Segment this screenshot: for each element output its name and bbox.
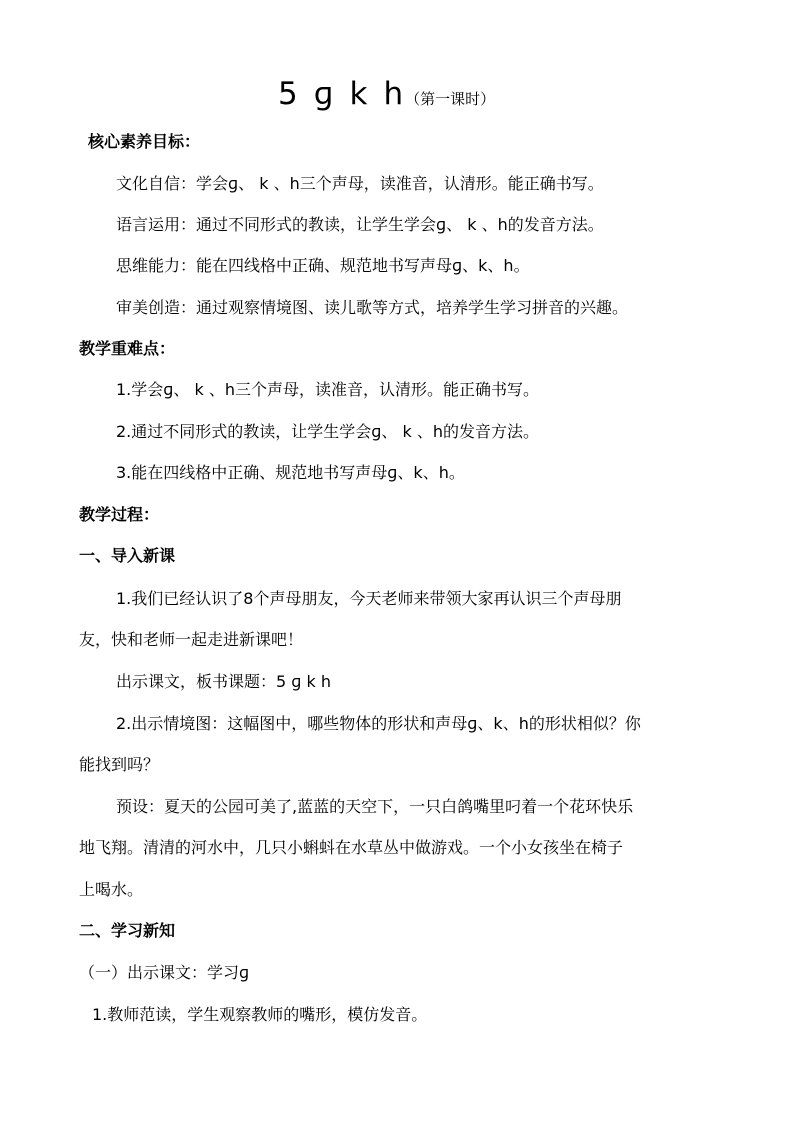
part1-board-title: 出示课文，板书课题：5 ɡ k h [116,672,332,691]
heading-process: 教学过程： [79,505,160,524]
part2-paragraph-line: 1.教师范读，学生观察教师的嘴形，模仿发音。 [92,1005,428,1024]
part2-subtitle: （一）出示课文：学习ɡ [79,963,250,982]
part1-title: 一、导入新课 [79,546,176,565]
part1-paragraph-line: 1.我们已经认识了8个声母朋友，今天老师来带领大家再认识三个声母朋 [116,589,622,608]
part1-paragraph-line: 2.出示情境图：这幅图中，哪些物体的形状和声母ɡ、k、h的形状相似？你 [116,714,641,733]
lesson-title-main: 5 ɡ k h [278,76,404,112]
core-goal-item: 文化自信：学会ɡ、 k 、h三个声母，读准音，认清形。能正确书写。 [116,174,604,193]
heading-core-goals: 核心素养目标： [88,132,201,151]
lesson-title [278,78,495,115]
core-goal-item: 语言运用：通过不同形式的教读，让学生学会ɡ、 k 、h的发音方法。 [116,215,604,234]
core-goal-item: 审美创造：通过观察情境图、读儿歌等方式，培养学生学习拼音的兴趣。 [116,298,629,317]
part2-title: 二、学习新知 [79,921,176,940]
core-goal-item: 思维能力：能在四线格中正确、规范地书写声母ɡ、k、h。 [116,256,530,275]
key-point-item: 2.通过不同形式的教读，让学生学会ɡ、 k 、h的发音方法。 [116,422,540,441]
part1-paragraph-line: 上喝水。 [79,880,144,899]
part1-paragraph-line: 能找到吗？ [79,755,160,774]
heading-key-points: 教学重难点： [79,339,176,358]
part1-paragraph-line: 友，快和老师一起走进新课吧！ [79,630,304,649]
key-point-item: 1.学会ɡ、 k 、h三个声母，读准音，认清形。能正确书写。 [116,380,540,399]
part1-paragraph-line: 预设：夏天的公园可美了,蓝蓝的天空下，一只白鸽嘴里叼着一个花环快乐 [116,797,634,816]
part1-paragraph-line: 地飞翔。清清的河水中，几只小蝌蚪在水草丛中做游戏。一个小女孩坐在椅子 [79,838,624,857]
key-point-item: 3.能在四线格中正确、规范地书写声母ɡ、k、h。 [116,463,465,482]
lesson-title-sub: （第一课时） [405,90,496,108]
